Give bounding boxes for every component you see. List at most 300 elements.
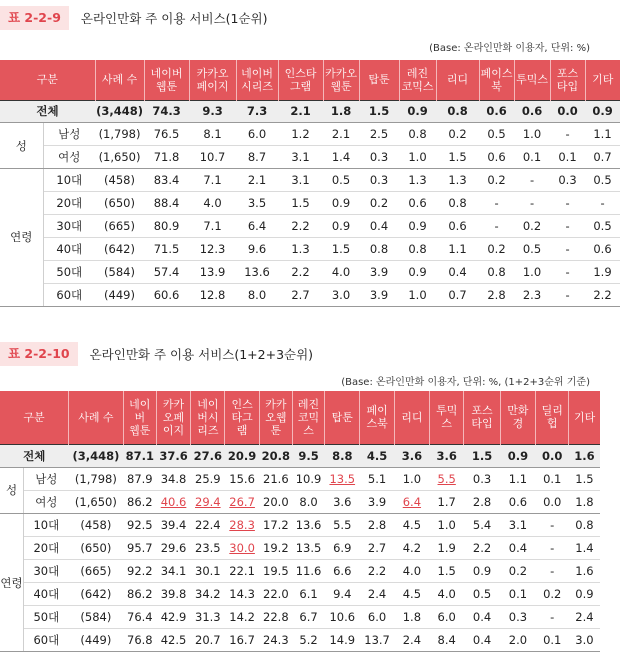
table-cell: 39.4: [156, 513, 190, 536]
table-cell: -: [550, 214, 585, 237]
table-cell: 0.3: [500, 606, 535, 629]
table-cell: 23.5: [191, 536, 225, 559]
column-header: 딜리 헙: [536, 391, 569, 444]
table-cell: 1.0: [399, 146, 436, 169]
table-cell: 6.4: [236, 214, 278, 237]
table-cell: 83.4: [144, 169, 189, 192]
table-cell: 17.2: [259, 513, 292, 536]
highlighted-value: 30.0: [229, 540, 255, 555]
table-cell: 0.5: [585, 169, 620, 192]
table-cell: -: [536, 536, 569, 559]
highlighted-value: 28.3: [229, 517, 255, 532]
table-cell: [394, 490, 429, 513]
table-cell: 5.1: [360, 467, 394, 490]
table-cell: 22.0: [259, 583, 292, 606]
table-cell: 4.5: [394, 513, 429, 536]
table-cell: 8.0: [292, 490, 324, 513]
column-header: 페이 스북: [360, 391, 394, 444]
table-row: [0, 146, 620, 169]
table-cell: -: [479, 192, 514, 215]
table-cell: 0.2: [436, 123, 479, 146]
table-cell: 5.5: [325, 513, 360, 536]
table-cell: 27.6: [191, 444, 225, 467]
column-header: 기타: [585, 60, 620, 100]
column-header: 투믹 스: [430, 391, 464, 444]
table-cell: 86.2: [123, 490, 156, 513]
table-cell: 5.4: [464, 513, 500, 536]
table-cell: 4.5: [394, 583, 429, 606]
table-cell: 0.9: [399, 214, 436, 237]
table-cell: (458): [69, 513, 124, 536]
table-cell: 2.7: [360, 536, 394, 559]
table-cell: -: [550, 237, 585, 260]
table-cell: 9.5: [292, 444, 324, 467]
table-cell: 1.4: [323, 146, 359, 169]
table-cell: 8.0: [236, 283, 278, 306]
table-cell: 31.3: [191, 606, 225, 629]
row-label: 30대: [24, 559, 69, 582]
table-cell: 0.4: [464, 606, 500, 629]
table-cell: (1,650): [95, 146, 144, 169]
table-cell: 3.9: [360, 490, 394, 513]
table-cell: 1.8: [394, 606, 429, 629]
table-cell: 0.6: [500, 490, 535, 513]
table-cell: 87.1: [123, 444, 156, 467]
table-cell: 2.1: [278, 100, 323, 123]
table-cell: 1.7: [430, 490, 464, 513]
table-cell: 1.8: [323, 100, 359, 123]
highlighted-value: 13.5: [329, 471, 356, 486]
table-cell: 0.9: [399, 260, 436, 283]
table-cell: 22.1: [225, 559, 259, 582]
column-header: 리디: [394, 391, 429, 444]
table-cell: 2.8: [360, 513, 394, 536]
table-cell: 0.6: [436, 214, 479, 237]
table-cell: 7.3: [236, 100, 278, 123]
table2-title: 온라인만화 주 이용 서비스(1+2+3순위): [89, 347, 314, 362]
table-cell: 4.0: [323, 260, 359, 283]
table-cell: [325, 467, 360, 490]
table-cell: 0.8: [436, 192, 479, 215]
column-header: 네이 버 웹툰: [123, 391, 156, 444]
table-cell: 0.1: [550, 146, 585, 169]
table-cell: 0.8: [479, 260, 514, 283]
table-cell: 34.1: [156, 559, 190, 582]
table-cell: 0.8: [436, 100, 479, 123]
row-label: 60대: [24, 629, 69, 652]
table-cell: (3,448): [95, 100, 144, 123]
table-cell: 80.9: [144, 214, 189, 237]
table-cell: (1,798): [69, 467, 124, 490]
table-cell: 20.0: [259, 490, 292, 513]
table-cell: 0.2: [479, 169, 514, 192]
table-cell: 1.8: [569, 490, 600, 513]
total-row: [0, 444, 600, 467]
table-cell: 2.1: [236, 169, 278, 192]
table-cell: 1.5: [569, 467, 600, 490]
table-cell: 42.5: [156, 629, 190, 652]
table-cell: 2.0: [500, 629, 535, 652]
table-cell: 13.6: [292, 513, 324, 536]
table-cell: 3.1: [278, 146, 323, 169]
table-cell: 2.3: [514, 283, 550, 306]
table-cell: 8.7: [236, 146, 278, 169]
table-cell: 3.5: [236, 192, 278, 215]
table-cell: 0.9: [585, 100, 620, 123]
table-cell: 0.2: [359, 192, 399, 215]
table-cell: 6.0: [430, 606, 464, 629]
table-cell: 0.5: [585, 214, 620, 237]
table-cell: (449): [95, 283, 144, 306]
table-cell: 1.5: [359, 100, 399, 123]
table-cell: 1.9: [585, 260, 620, 283]
column-header: 네이버 시리즈: [236, 60, 278, 100]
table-cell: 71.8: [144, 146, 189, 169]
table-cell: [225, 536, 259, 559]
table-cell: 10.6: [325, 606, 360, 629]
table-cell: 0.1: [500, 583, 535, 606]
group-label: 연령: [0, 513, 24, 652]
table-cell: 39.8: [156, 583, 190, 606]
table-cell: (1,650): [69, 490, 124, 513]
table-row: [0, 169, 620, 192]
column-header: 페이스 북: [479, 60, 514, 100]
group-label: 성: [0, 467, 24, 513]
table-cell: 1.0: [399, 283, 436, 306]
table-cell: 1.2: [278, 123, 323, 146]
table-cell: -: [536, 559, 569, 582]
column-header: 카카오 웹툰: [323, 60, 359, 100]
table-row: [0, 283, 620, 306]
table1: [0, 60, 620, 307]
table-cell: 8.8: [325, 444, 360, 467]
table-cell: 21.6: [259, 467, 292, 490]
table-cell: -: [514, 169, 550, 192]
table-cell: 0.4: [359, 214, 399, 237]
column-header: 네이 버시 리즈: [191, 391, 225, 444]
table-cell: 88.4: [144, 192, 189, 215]
column-header: 카카 오웹 툰: [259, 391, 292, 444]
table-cell: 30.1: [191, 559, 225, 582]
table-cell: 0.5: [514, 237, 550, 260]
table-cell: 1.6: [569, 559, 600, 582]
row-label: 10대: [24, 513, 69, 536]
table-cell: 37.6: [156, 444, 190, 467]
table-cell: 71.5: [144, 237, 189, 260]
table-row: [0, 192, 620, 215]
row-label: 50대: [43, 260, 95, 283]
table-cell: 0.0: [536, 444, 569, 467]
highlighted-value: 29.4: [195, 494, 221, 509]
column-header: 리디: [436, 60, 479, 100]
table-cell: (584): [95, 260, 144, 283]
table-cell: 74.3: [144, 100, 189, 123]
table-cell: 19.5: [259, 559, 292, 582]
table-cell: (642): [95, 237, 144, 260]
table-cell: 0.6: [514, 100, 550, 123]
table-cell: 2.8: [479, 283, 514, 306]
table-cell: (650): [95, 192, 144, 215]
table-cell: 3.0: [569, 629, 600, 652]
table-cell: 92.5: [123, 513, 156, 536]
table-row: [0, 606, 600, 629]
table-cell: 0.0: [536, 490, 569, 513]
table-cell: 0.5: [464, 583, 500, 606]
table-cell: 0.6: [479, 100, 514, 123]
table-cell: 2.5: [359, 123, 399, 146]
row-label: 전체: [0, 100, 95, 123]
table-cell: 29.6: [156, 536, 190, 559]
table1-header-row: [0, 60, 620, 100]
table-cell: 0.9: [464, 559, 500, 582]
table-cell: 1.3: [278, 237, 323, 260]
table-cell: 0.2: [500, 559, 535, 582]
table-cell: 6.6: [325, 559, 360, 582]
table-cell: 0.8: [359, 237, 399, 260]
table-cell: 0.7: [585, 146, 620, 169]
table-cell: 2.2: [464, 536, 500, 559]
table-cell: -: [585, 192, 620, 215]
table-cell: 1.1: [436, 237, 479, 260]
table-cell: 0.8: [399, 123, 436, 146]
table-cell: 1.1: [585, 123, 620, 146]
table-cell: 9.6: [236, 237, 278, 260]
column-header: 사례 수: [95, 60, 144, 100]
row-label: 20대: [24, 536, 69, 559]
table-cell: [430, 467, 464, 490]
table2-header-row: [0, 391, 600, 444]
table-cell: 2.4: [569, 606, 600, 629]
table-cell: 25.9: [191, 467, 225, 490]
table-cell: 3.1: [500, 513, 535, 536]
table-row: [0, 490, 600, 513]
table1-caption: [0, 6, 268, 30]
table-cell: 1.0: [430, 513, 464, 536]
table-cell: 6.0: [236, 123, 278, 146]
row-label: 여성: [24, 490, 69, 513]
table-cell: 6.9: [325, 536, 360, 559]
table1-title: 온라인만화 주 이용 서비스(1순위): [80, 11, 268, 26]
table-cell: (3,448): [69, 444, 124, 467]
group-label: 연령: [0, 169, 43, 306]
table-cell: 3.9: [359, 260, 399, 283]
table-cell: 13.5: [292, 536, 324, 559]
table-cell: 1.3: [436, 169, 479, 192]
row-label: 여성: [43, 146, 95, 169]
column-header: 탑툰: [359, 60, 399, 100]
table-cell: 0.1: [536, 467, 569, 490]
table-cell: 1.1: [500, 467, 535, 490]
table-cell: 3.6: [325, 490, 360, 513]
column-header: 카카 오페 이지: [156, 391, 190, 444]
row-label: 30대: [43, 214, 95, 237]
table-cell: 13.6: [236, 260, 278, 283]
table-cell: 57.4: [144, 260, 189, 283]
table-cell: 4.0: [430, 583, 464, 606]
table-cell: 14.9: [325, 629, 360, 652]
table-cell: 3.6: [430, 444, 464, 467]
table-cell: 76.5: [144, 123, 189, 146]
table-cell: 76.4: [123, 606, 156, 629]
table-cell: -: [536, 513, 569, 536]
table-cell: 5.2: [292, 629, 324, 652]
table-cell: 0.2: [479, 237, 514, 260]
column-header: 사례 수: [69, 391, 124, 444]
table-cell: 7.1: [189, 169, 236, 192]
row-label: 60대: [43, 283, 95, 306]
table-cell: 0.4: [500, 536, 535, 559]
table-cell: 87.9: [123, 467, 156, 490]
column-header: 구분: [0, 60, 95, 100]
table-cell: 1.5: [278, 192, 323, 215]
column-header: 기타: [569, 391, 600, 444]
table-cell: 0.0: [550, 100, 585, 123]
table-cell: 2.2: [278, 260, 323, 283]
column-header: 포스 타입: [550, 60, 585, 100]
table-cell: 4.0: [394, 559, 429, 582]
table-cell: 9.3: [189, 100, 236, 123]
row-label: 10대: [43, 169, 95, 192]
table-cell: 22.8: [259, 606, 292, 629]
table-cell: 1.0: [394, 467, 429, 490]
table-cell: -: [479, 214, 514, 237]
table-cell: 3.1: [278, 169, 323, 192]
table-cell: 14.3: [225, 583, 259, 606]
table-cell: 10.7: [189, 146, 236, 169]
table-cell: 6.1: [292, 583, 324, 606]
highlighted-value: 6.4: [402, 494, 422, 509]
table-cell: 1.5: [464, 444, 500, 467]
table-row: [0, 513, 600, 536]
table-cell: [225, 513, 259, 536]
table-cell: -: [550, 192, 585, 215]
table-cell: 0.9: [399, 100, 436, 123]
table-cell: 6.0: [360, 606, 394, 629]
table-cell: 2.2: [585, 283, 620, 306]
column-header: 투믹스: [514, 60, 550, 100]
table-cell: (665): [95, 214, 144, 237]
table-cell: 0.6: [585, 237, 620, 260]
column-header: 탑툰: [325, 391, 360, 444]
table-cell: 0.9: [500, 444, 535, 467]
table-cell: (642): [69, 583, 124, 606]
table-cell: 0.9: [323, 192, 359, 215]
table-cell: -: [550, 123, 585, 146]
table-cell: 20.7: [191, 629, 225, 652]
table-cell: 0.3: [359, 169, 399, 192]
table2-caption: [0, 342, 313, 366]
table-cell: 8.4: [430, 629, 464, 652]
table-cell: 7.1: [189, 214, 236, 237]
table-cell: 4.5: [360, 444, 394, 467]
table-cell: 0.3: [359, 146, 399, 169]
table-cell: 4.2: [394, 536, 429, 559]
table-cell: 4.0: [189, 192, 236, 215]
table-cell: 10.9: [292, 467, 324, 490]
table-cell: 8.1: [189, 123, 236, 146]
table-cell: 0.6: [479, 146, 514, 169]
column-header: 인스 타그 램: [225, 391, 259, 444]
table-cell: 20.9: [225, 444, 259, 467]
highlighted-value: 26.7: [229, 494, 255, 509]
table-cell: 2.7: [278, 283, 323, 306]
table-cell: 0.1: [514, 146, 550, 169]
table-cell: 1.0: [514, 123, 550, 146]
table2-note: (Base: 온라인만화 이용자, 단위: %, (1+2+3순위 기준): [341, 377, 590, 388]
table-cell: 22.4: [191, 513, 225, 536]
table-cell: 19.2: [259, 536, 292, 559]
table-cell: 34.2: [191, 583, 225, 606]
table-cell: (458): [95, 169, 144, 192]
row-label: 50대: [24, 606, 69, 629]
total-row: [0, 100, 620, 123]
table1-note: (Base: 온라인만화 이용자, 단위: %): [429, 43, 590, 54]
table-cell: (650): [69, 536, 124, 559]
table-cell: -: [550, 283, 585, 306]
highlighted-value: 40.6: [160, 494, 187, 509]
table1-badge: 표 2-2-9: [0, 6, 69, 30]
table-cell: 0.6: [399, 192, 436, 215]
column-header: 네이버 웹툰: [144, 60, 189, 100]
table-row: [0, 237, 620, 260]
table-cell: 0.5: [479, 123, 514, 146]
table-cell: 0.3: [464, 467, 500, 490]
table-cell: -: [536, 606, 569, 629]
table-cell: 1.0: [514, 260, 550, 283]
table-row: [0, 214, 620, 237]
table-row: [0, 123, 620, 146]
table-cell: 2.4: [394, 629, 429, 652]
table-cell: 2.4: [360, 583, 394, 606]
table-cell: 14.2: [225, 606, 259, 629]
table-cell: 34.8: [156, 467, 190, 490]
table-cell: 1.5: [430, 559, 464, 582]
table-cell: 13.9: [189, 260, 236, 283]
table-cell: 2.2: [278, 214, 323, 237]
column-header: 레진 코믹스: [399, 60, 436, 100]
table-cell: 3.6: [394, 444, 429, 467]
table-cell: (584): [69, 606, 124, 629]
table-cell: 1.3: [399, 169, 436, 192]
table-row: [0, 559, 600, 582]
table-cell: 6.7: [292, 606, 324, 629]
table2: [0, 391, 600, 652]
table-row: [0, 629, 600, 652]
table-cell: -: [550, 260, 585, 283]
column-header: 레진 코믹 스: [292, 391, 324, 444]
table-cell: 1.5: [323, 237, 359, 260]
table-cell: 13.7: [360, 629, 394, 652]
table-cell: 60.6: [144, 283, 189, 306]
table-cell: 1.6: [569, 444, 600, 467]
column-header: 카카오 페이지: [189, 60, 236, 100]
column-header: 인스타 그램: [278, 60, 323, 100]
table-row: [0, 583, 600, 606]
column-header: 만화 경: [500, 391, 535, 444]
table-cell: 0.3: [550, 169, 585, 192]
row-label: 남성: [24, 467, 69, 490]
table-cell: 15.6: [225, 467, 259, 490]
table-cell: 0.2: [536, 583, 569, 606]
table-row: [0, 467, 600, 490]
row-label: 남성: [43, 123, 95, 146]
table2-badge: 표 2-2-10: [0, 342, 78, 366]
table-cell: 11.6: [292, 559, 324, 582]
table-cell: 3.0: [323, 283, 359, 306]
table-cell: 95.7: [123, 536, 156, 559]
row-label: 20대: [43, 192, 95, 215]
table-cell: 0.5: [323, 169, 359, 192]
